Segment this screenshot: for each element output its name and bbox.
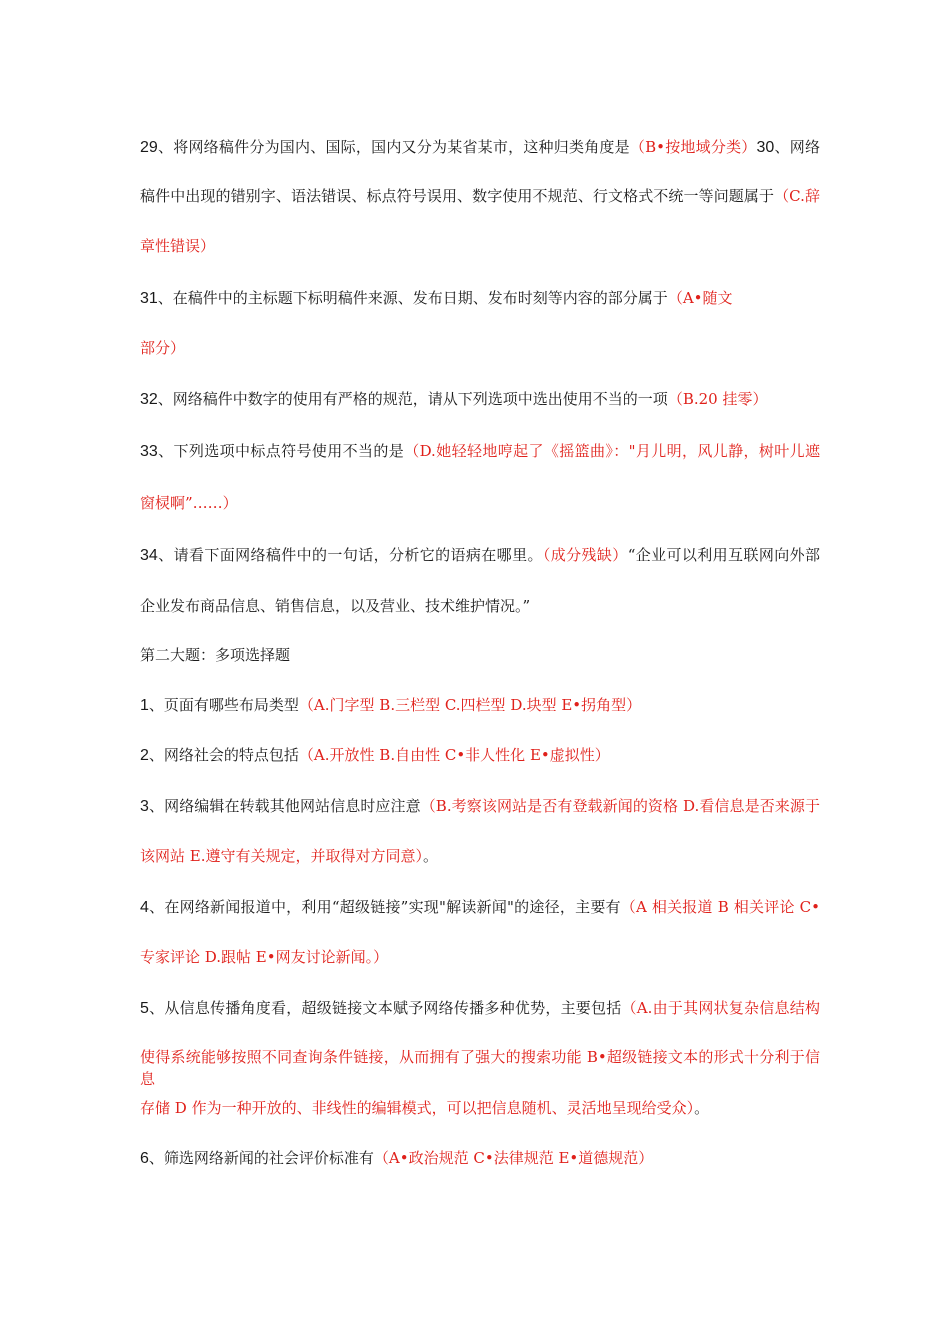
question-text: 。: [423, 847, 439, 865]
question-33-line-2: [140, 492, 820, 514]
multi-question-4-line-2: [140, 946, 820, 968]
answer-text: （A 相关报道 B 相关评论 C•: [620, 898, 820, 916]
question-text: 、在稿件中的主标题下标明稿件来源、发布日期、发布时刻等内容的部分属于: [157, 289, 668, 307]
question-text: 稿件中出现的错别字、语法错误、标点符号误用、数字使用不规范、行文格式不统一等问题属于: [140, 187, 775, 205]
answer-text: 章性错误）: [140, 237, 216, 255]
multi-question-5-line-1: [140, 997, 820, 1020]
question-33-line-1: [140, 440, 820, 463]
answer-text: 专家评论 D.跟帖 E•网友讨论新闻。）: [140, 948, 389, 966]
question-text: 、网络稿件中数字的使用有严格的规范，请从下列选项中选出使用不当的一项: [157, 390, 668, 408]
multi-question-2: [140, 744, 820, 767]
answer-text: （A.门字型 B.三栏型 C.四栏型 D.块型 E•拐角型）: [298, 696, 642, 714]
question-34-line-1: [140, 544, 820, 567]
question-number: 1: [140, 697, 149, 714]
question-31-line-1: [140, 287, 820, 310]
answer-text: （A•随文: [667, 289, 733, 307]
question-number: 32: [140, 391, 158, 408]
question-number: 34: [140, 547, 158, 564]
answer-text: （A•政治规范 C•法律规范 E•道德规范）: [373, 1149, 654, 1167]
question-number: 29: [140, 139, 158, 156]
question-29-line-2: [140, 185, 820, 207]
question-text: 、网络社会的特点包括: [148, 746, 299, 764]
answer-text: 窗棂啊”……）: [140, 494, 238, 512]
multi-question-5-line-3: [140, 1097, 820, 1119]
multi-question-5-line-2: [140, 1046, 820, 1090]
answer-text: 存储 D 作为一种开放的、非线性的编辑模式，可以把信息随机、灵活地呈现给受众）: [140, 1099, 695, 1117]
answer-text: （A.开放性 B.自由性 C•非人性化 E•虚拟性）: [298, 746, 610, 764]
multi-question-4-line-1: [140, 896, 820, 919]
section-title: 第二大题：多项选择题: [140, 646, 291, 664]
question-number: 5: [140, 1000, 149, 1017]
question-number: 2: [140, 747, 149, 764]
answer-text: （C.辞: [774, 187, 820, 205]
question-30-line-3: [140, 235, 820, 257]
question-text: 、网络: [774, 138, 820, 156]
multi-question-3-line-1: [140, 795, 820, 818]
multi-question-3-line-2: [140, 845, 820, 867]
question-29-line-1: [140, 136, 820, 159]
answer-text: （A.由于其网状复杂信息结构: [621, 999, 820, 1017]
question-number: 30: [756, 139, 775, 156]
question-number: 4: [140, 899, 149, 916]
answer-text: 部分）: [140, 339, 186, 357]
question-number: 31: [140, 290, 158, 307]
question-text: 、页面有哪些布局类型: [148, 696, 299, 714]
multi-question-1: [140, 694, 820, 717]
answer-text: （成分残缺）: [542, 546, 628, 564]
question-text: 、请看下面网络稿件中的一句话，分析它的语病在哪里。: [157, 546, 543, 564]
question-text: “企业可以利用互联网向外部: [627, 546, 820, 564]
question-text: 。: [694, 1099, 710, 1117]
question-32-line: [140, 388, 820, 411]
question-text: 、筛选网络新闻的社会评价标准有: [148, 1149, 374, 1167]
question-text: 、网络编辑在转载其他网站信息时应注意: [148, 797, 421, 815]
question-number: 33: [140, 443, 158, 460]
answer-text: 使得系统能够按照不同查询条件链接，从而拥有了强大的搜索功能 B•超级链接文本的形式十分利于信息: [140, 1048, 820, 1088]
question-text: 、下列选项中标点符号使用不当的是: [157, 442, 405, 460]
section-heading: [140, 644, 820, 666]
answer-text: （B•按地域分类）: [629, 138, 757, 156]
question-number: 3: [140, 798, 149, 815]
question-text: 、从信息传播角度看，超级链接文本赋予网络传播多种优势，主要包括: [148, 999, 622, 1017]
answer-text: （B.考察该网站是否有登载新闻的资格 D.看信息是否来源于: [420, 797, 820, 815]
question-text: 、在网络新闻报道中，利用“超级链接”实现"解读新闻"的途径，主要有: [148, 898, 621, 916]
question-text: 、将网络稿件分为国内、国际，国内又分为某省某市，这种归类角度是: [157, 138, 630, 156]
question-34-line-2: [140, 595, 820, 617]
answer-text: （B.20 挂零）: [667, 390, 768, 408]
multi-question-6: [140, 1147, 820, 1170]
question-31-line-2: [140, 337, 820, 359]
answer-text: （D.她轻轻地哼起了《摇篮曲》："月儿明，风儿静，树叶儿遮: [404, 442, 820, 460]
answer-text: 该网站 E.遵守有关规定，并取得对方同意）: [140, 847, 423, 865]
question-text: 企业发布商品信息、销售信息，以及营业、技术维护情况。”: [140, 597, 531, 615]
question-number: 6: [140, 1150, 149, 1167]
